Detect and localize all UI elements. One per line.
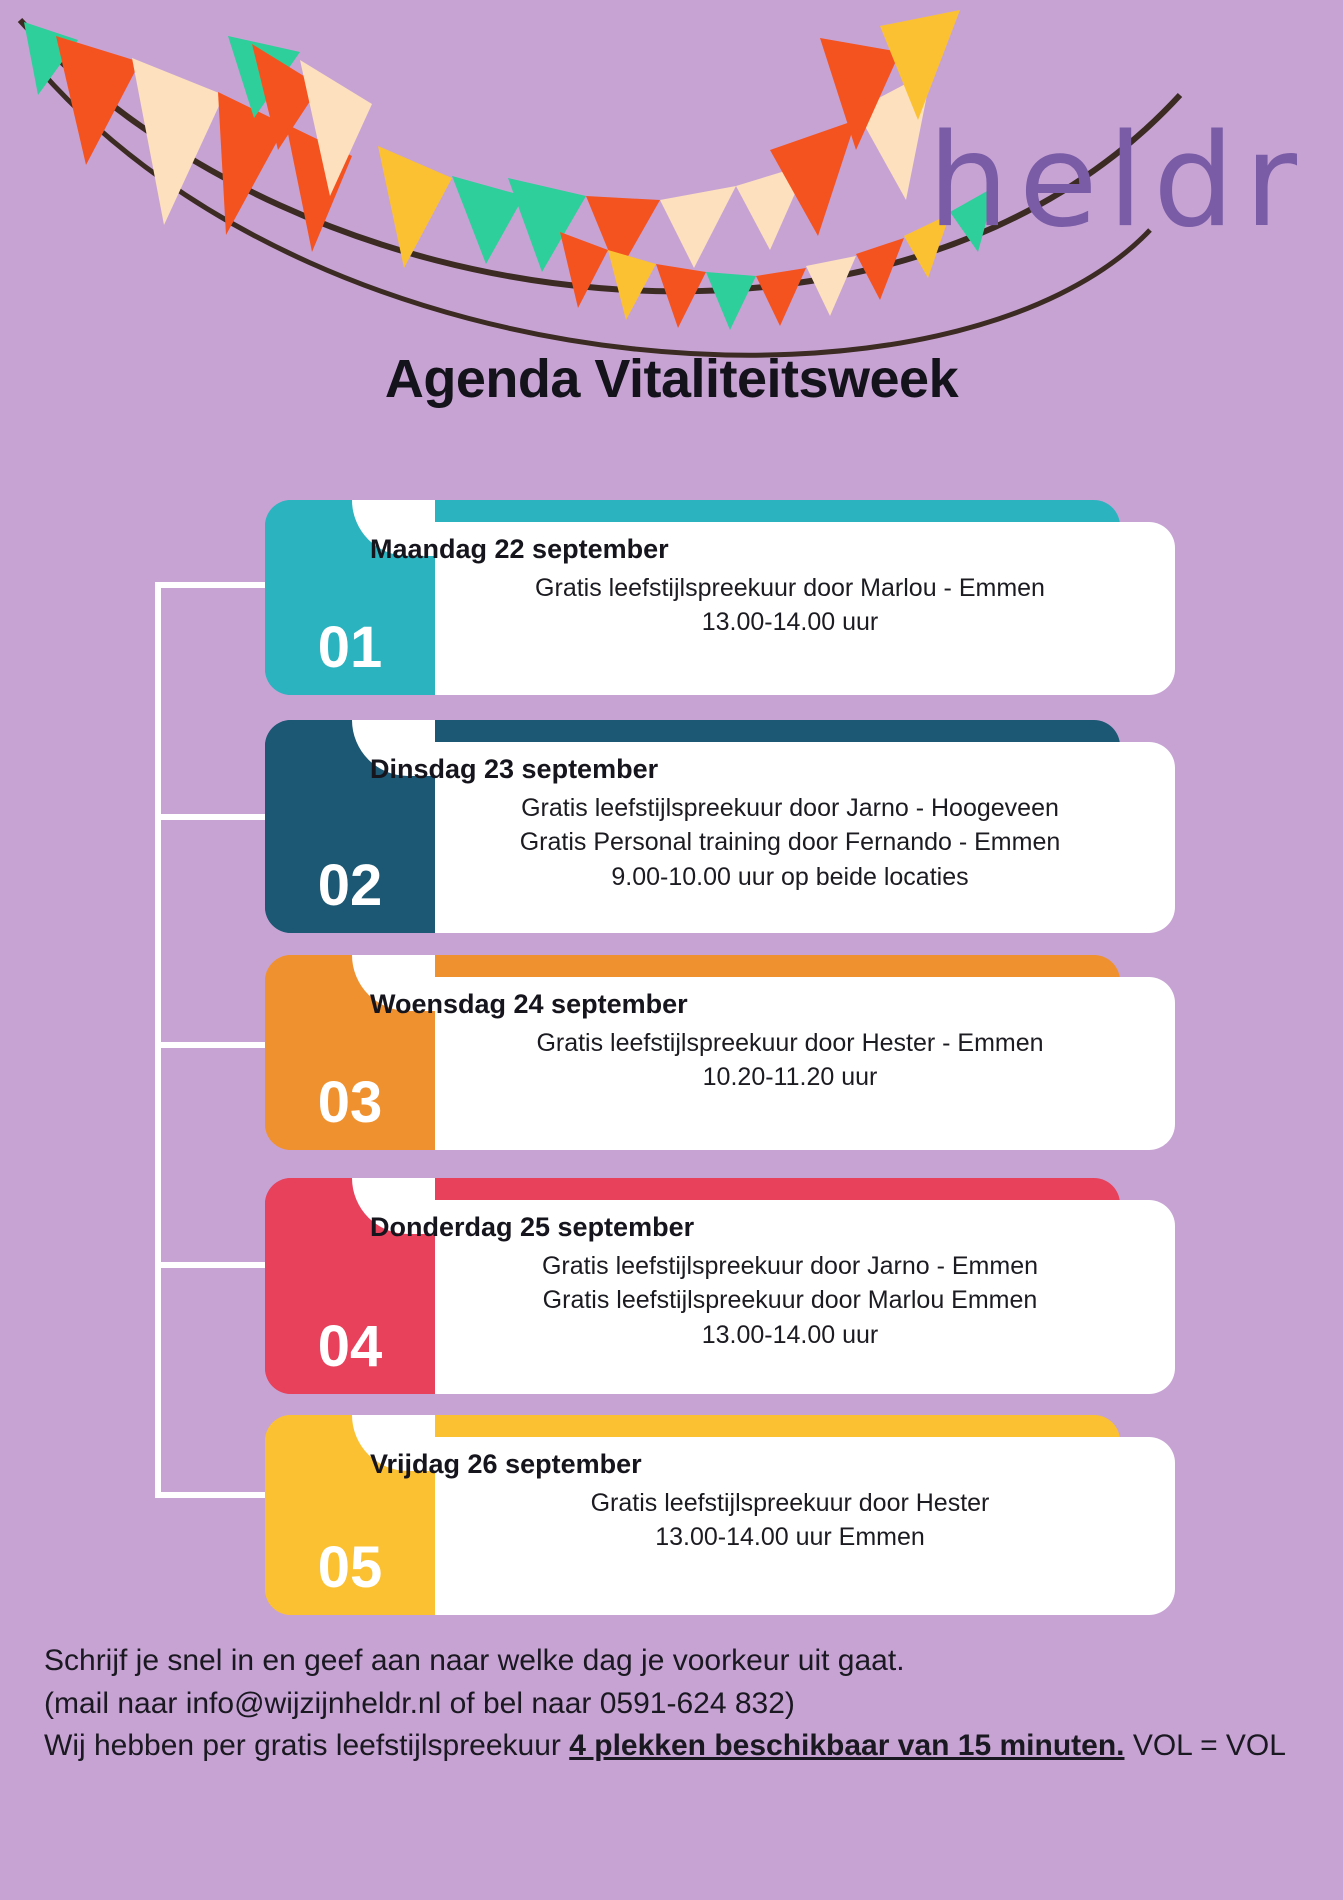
footer-text	[44, 1640, 1314, 1768]
card-body	[317, 742, 1175, 933]
card-detail-line: 13.00-14.00 uur	[701, 608, 879, 637]
card-detail-lines	[320, 791, 1175, 894]
card-detail-line: Gratis leefstijlspreekuur door Jarno - Hoogeveen	[521, 794, 1059, 822]
card-detail-line: Gratis leefstijlspreekuur door Hester	[590, 1489, 990, 1517]
card-number: 04	[317, 1314, 383, 1379]
card-day-title: Maandag 22 september	[370, 534, 669, 564]
card-detail-line: 13.00-14.00 uur Emmen	[655, 1523, 925, 1552]
card-number: 01	[317, 615, 383, 680]
footer-highlight: 4 plekken beschikbaar van 15 minuten.	[569, 1729, 1125, 1763]
agenda-card[interactable]	[265, 500, 1175, 695]
footer-line-3-suffix: VOL = VOL	[1124, 1729, 1286, 1763]
footer-line-2: (mail naar info@wijzijnheldr.nl of bel naar 0591-624 832)	[44, 1686, 795, 1720]
footer-line-3-prefix: Wij hebben per gratis leefstijlspreekuur	[44, 1729, 570, 1763]
agenda-card[interactable]	[265, 955, 1175, 1150]
footer-line-1: Schrijf je snel in en geef aan naar welke dag je voorkeur uit gaat.	[44, 1644, 905, 1677]
card-detail-line: 13.00-14.00 uur	[701, 1320, 879, 1349]
footer-line-3	[44, 1725, 1314, 1768]
card-detail-line: Gratis leefstijlspreekuur door Jarno - Emmen	[541, 1252, 1039, 1280]
agenda-card[interactable]	[265, 1415, 1175, 1615]
card-number: 05	[317, 1535, 383, 1600]
heldr-logo: heldr	[927, 107, 1307, 256]
card-day-title: Donderdag 25 september	[370, 1212, 695, 1242]
card-detail-line: Gratis Personal training door Fernando - Emmen	[519, 828, 1061, 857]
card-day-title: Vrijdag 26 september	[370, 1449, 642, 1479]
agenda-card[interactable]	[265, 720, 1175, 933]
card-detail-line: 9.00-10.00 uur op beide locaties	[611, 862, 969, 891]
card-detail-lines	[320, 571, 1175, 640]
card-number: 03	[317, 1070, 383, 1135]
card-detail-lines	[320, 1486, 1175, 1555]
card-detail-lines	[320, 1249, 1175, 1352]
card-detail-line: Gratis leefstijlspreekuur door Marlou - Emmen	[535, 574, 1045, 602]
card-body	[317, 522, 1175, 695]
card-detail-line: Gratis leefstijlspreekuur door Hester - Emmen	[536, 1029, 1044, 1057]
card-number: 02	[317, 853, 383, 918]
card-day-title: Dinsdag 23 september	[370, 754, 659, 784]
card-detail-lines	[320, 1026, 1175, 1095]
card-day-title: Woensdag 24 september	[370, 989, 688, 1019]
page-title: Agenda Vitaliteitsweek	[384, 349, 959, 409]
card-body	[317, 977, 1175, 1150]
card-body	[317, 1437, 1175, 1615]
card-detail-line: Gratis leefstijlspreekuur door Marlou Emmen	[542, 1286, 1038, 1315]
card-body	[317, 1200, 1175, 1394]
agenda-card[interactable]	[265, 1178, 1175, 1394]
card-detail-line: 10.20-11.20 uur	[702, 1063, 878, 1092]
